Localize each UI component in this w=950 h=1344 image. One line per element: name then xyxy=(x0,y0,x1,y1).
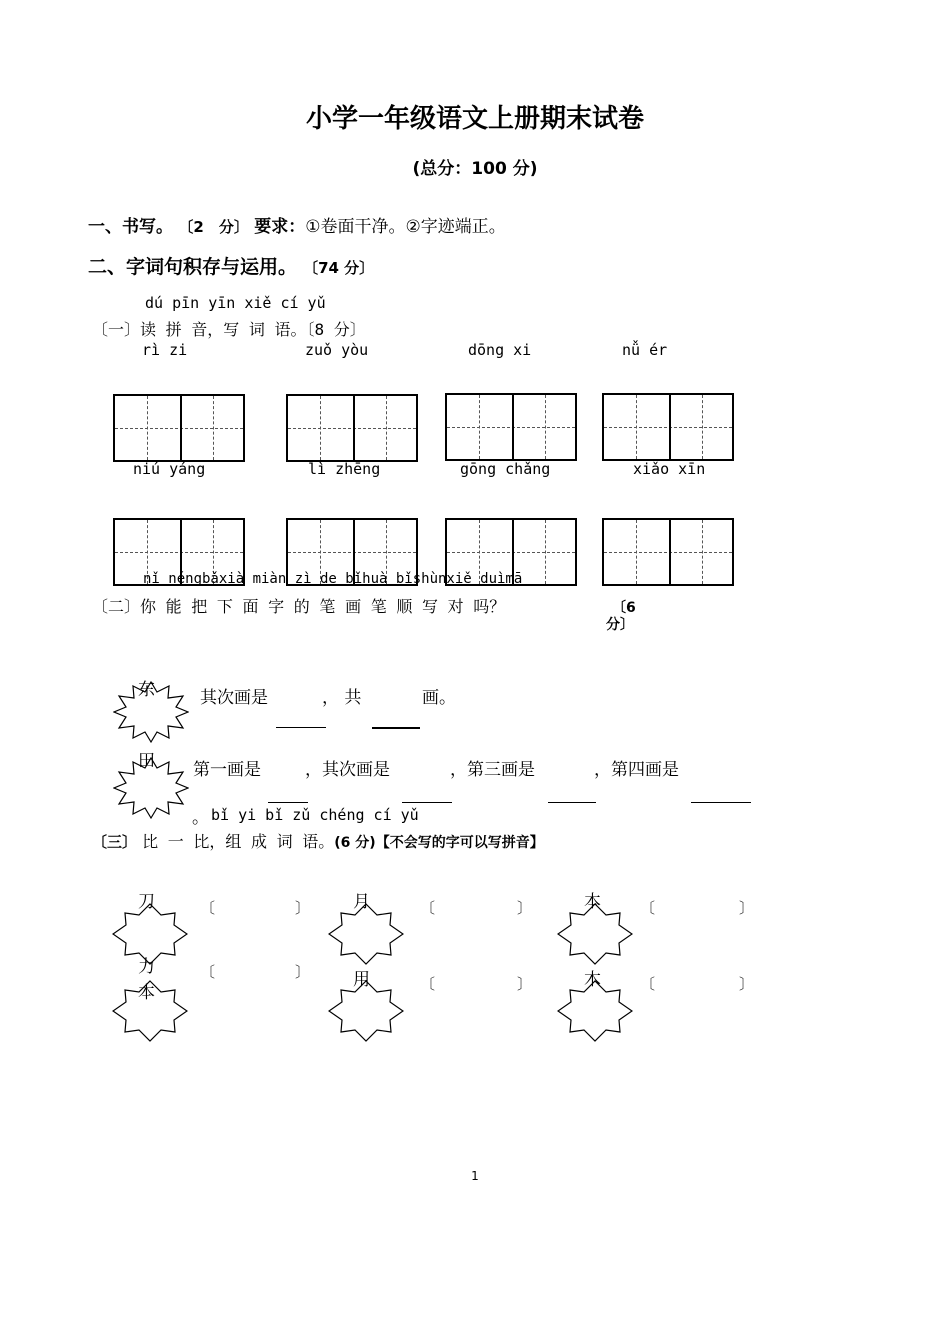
section-1-req-text: ①卷面干净。②字迹端正。 xyxy=(305,217,506,237)
compare-char-ben: 本 xyxy=(584,892,601,912)
paren-close: 〕 xyxy=(517,975,533,993)
page-title: 小学一年级语文上册期末试卷 xyxy=(305,104,644,134)
writing-grid[interactable] xyxy=(602,393,734,461)
octagram-shape xyxy=(328,903,404,965)
part-3-pinyin: bǐ yi bǐ zǔ chéng cí yǔ xyxy=(211,806,419,824)
paren-open: 〔 xyxy=(420,899,436,917)
part-2-pinyin: nǐ néngbǎxià miàn zì de bǐhuà bǐshùnxiě duìmā xyxy=(143,571,523,587)
compare-char-yong: 用 xyxy=(353,970,370,990)
answer-line[interactable] xyxy=(372,727,420,729)
paren-open: 〔 xyxy=(420,975,436,993)
pinyin-dongxi: dōng xi xyxy=(468,341,532,359)
part-3-heading xyxy=(92,829,544,852)
writing-grid[interactable] xyxy=(113,394,245,462)
char2-text-c: ，第三画是 xyxy=(450,760,535,780)
section-1-score: 〔2 分〕 xyxy=(178,218,249,236)
part-2-score-b: 分〕 xyxy=(606,617,634,633)
pinyin-xiaoxin: xiǎo xīn xyxy=(633,460,706,478)
paren-close: 〕 xyxy=(517,899,533,917)
total-score: (总分：100 分) xyxy=(412,159,538,179)
part-1-label: 〔一〕读 拼 音，写 词 语。〔8 分〕 xyxy=(92,320,366,339)
paren-close: 〕 xyxy=(739,899,755,917)
stroke-char-dong: 东 xyxy=(138,680,155,700)
writing-grid[interactable] xyxy=(602,518,734,586)
compare-char-yue: 月 xyxy=(353,892,370,912)
paren-open: 〔 xyxy=(640,899,656,917)
char2-end: 。 xyxy=(192,808,209,828)
writing-grid[interactable] xyxy=(286,394,418,462)
pinyin-rizi: rì zi xyxy=(142,341,188,359)
paren-close: 〕 xyxy=(295,899,311,917)
char2-text-b: ，其次画是 xyxy=(305,760,390,780)
paren-close: 〕 xyxy=(295,963,311,981)
pinyin-zuoyou: zuǒ yòu xyxy=(305,341,369,359)
answer-line[interactable] xyxy=(402,802,452,803)
part-2-score-a: 〔6 xyxy=(612,600,636,616)
answer-line[interactable] xyxy=(268,802,308,803)
part-3-label-a: 〔三〕 xyxy=(92,833,138,851)
compare-char-li: 力 xyxy=(138,957,155,977)
section-1-heading xyxy=(88,212,506,237)
paren-open: 〔 xyxy=(640,975,656,993)
compare-char-mu: 木 xyxy=(584,970,601,990)
page-number: 1 xyxy=(471,1169,479,1183)
part-3-label-b: 比 一 比，组 成 词 语。 xyxy=(142,832,335,851)
part-3-score: (6 分)【不会写的字可以写拼音】 xyxy=(334,835,544,851)
part-1-pinyin: dú pīn yīn xiě cí yǔ xyxy=(145,294,326,312)
section-2-heading xyxy=(88,252,374,279)
compare-char-dao: 刀 xyxy=(138,892,155,912)
char2-text-d: ，第四画是 xyxy=(594,760,679,780)
answer-line[interactable] xyxy=(548,802,596,803)
answer-line[interactable] xyxy=(276,727,326,728)
pinyin-niuyang: niú yáng xyxy=(133,460,206,478)
octagram-shape xyxy=(557,903,633,965)
char1-text-b: ， 共 xyxy=(322,688,362,708)
section-2-label: 二、字词句积存与运用。 xyxy=(88,256,298,278)
section-2-score: 〔74 分〕 xyxy=(303,259,375,277)
pinyin-nuer: nǚ ér xyxy=(622,341,668,359)
writing-grid[interactable] xyxy=(445,393,577,461)
pinyin-gongchang: gōng chǎng xyxy=(460,460,551,478)
paren-close: 〕 xyxy=(739,975,755,993)
paren-open: 〔 xyxy=(200,899,216,917)
part-2-label: 〔二〕你 能 把 下 面 字 的 笔 画 笔 顺 写 对 吗？ xyxy=(92,597,506,616)
pinyin-lizheng: lì zhēng xyxy=(308,460,381,478)
char1-text-c: 画。 xyxy=(422,688,456,708)
stroke-char-tian: 田 xyxy=(138,751,155,771)
compare-char-ben-extra: 本 xyxy=(138,983,155,1003)
answer-line[interactable] xyxy=(691,802,751,803)
section-1-label: 一、书写。 xyxy=(88,217,173,237)
char1-text-a: 其次画是 xyxy=(200,688,268,708)
paren-open: 〔 xyxy=(200,963,216,981)
section-1-req-label: 要求： xyxy=(254,217,306,237)
char2-text-a: 第一画是 xyxy=(193,760,261,780)
